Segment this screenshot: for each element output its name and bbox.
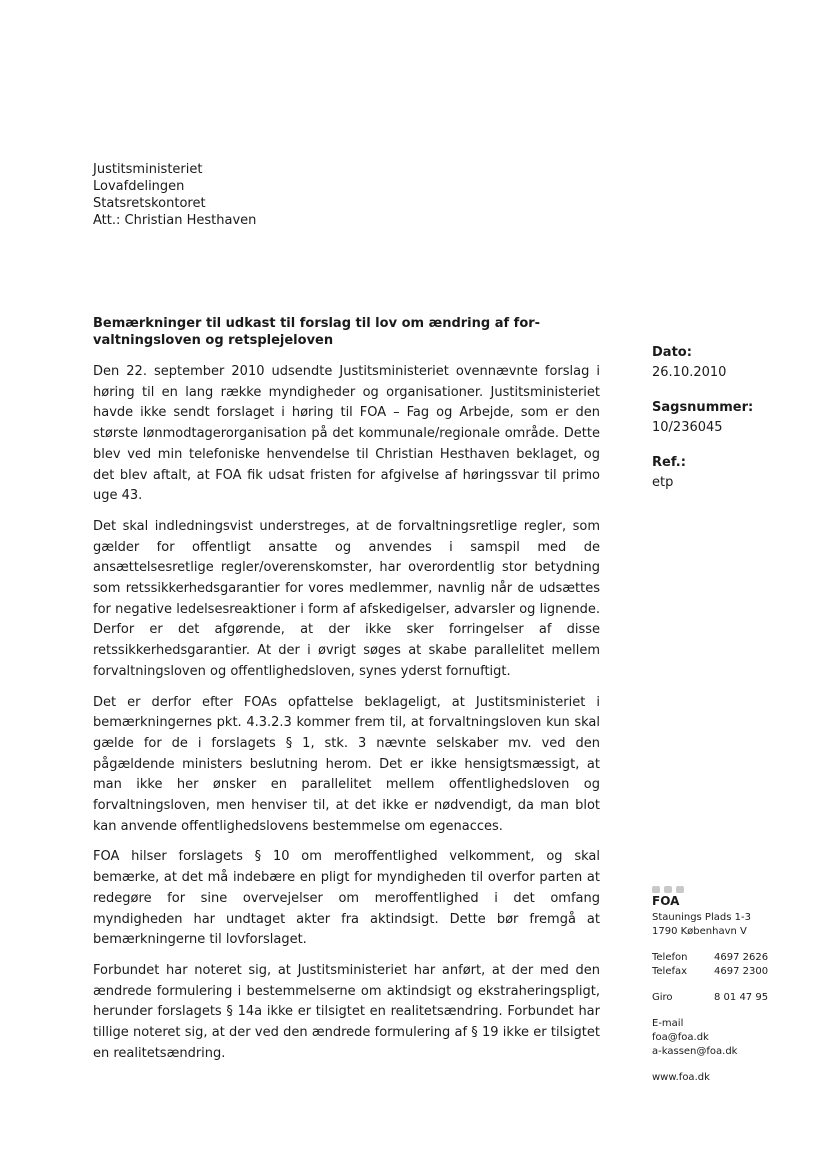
subject-line: Bemærkninger til udkast til forslag til lov om ændring af for- <box>93 316 541 331</box>
email-address: a-kassen@foa.dk <box>652 1046 738 1057</box>
giro-row <box>652 991 768 1005</box>
date-value: 26.10.2010 <box>652 365 727 380</box>
org-address <box>652 911 768 939</box>
body-paragraph: Den 22. september 2010 udsendte Justitsministeriet ovennævnte forslag i høring til en lang række myndigheder og organisationer. Justitsministeriet havde ikke sendt forslaget i høring til FOA – Fag og Arbejde, som er den største lønmodtagerorganisation på det kommunale/regionale område. Dette blev ved min telefoniske henvendelse til Christian Hesthaven beklaget, og det blev aftalt, at FOA fik udsat fristen for afgivelse af høringssvar til primo uge 43. <box>93 364 600 504</box>
website: www.foa.dk <box>652 1072 710 1083</box>
org-email-block <box>652 1017 768 1059</box>
email-label: E-mail <box>652 1018 684 1029</box>
letter-meta <box>652 343 753 508</box>
phone-label: Telefon <box>652 952 688 963</box>
case-number-value: 10/236045 <box>652 420 723 435</box>
body-paragraph: FOA hilser forslagets § 10 om meroffentlighed velkomment, og skal bemærke, at det må indebære en pligt for myndigheden til overfor parten at redegøre for sine overvejelser om meroffentlighed i det omfang myndigheden har undtaget akter fra aktindsigt. Dette bør fremgå at bemærkningerne til lovforslaget. <box>93 849 600 948</box>
date-label: Dato: <box>652 345 692 360</box>
recipient-line: Lovafdelingen <box>93 179 185 194</box>
recipient-line: Statsretskontoret <box>93 196 206 211</box>
org-giro-block <box>652 991 768 1005</box>
subject-line: valtningsloven og retsplejeloven <box>93 333 334 348</box>
recipient-address <box>93 161 256 229</box>
recipient-line: Att.: Christian Hesthaven <box>93 213 257 228</box>
reference-label: Ref.: <box>652 455 686 470</box>
recipient-line: Justitsministeriet <box>93 162 203 177</box>
reference-value: etp <box>652 475 674 490</box>
body-paragraph: Det skal indledningsvist understreges, at de forvaltningsretlige regler, som gælder for offentligt ansatte og anvendes i samspil med de ansættelsesretlige regler/overenskomster, har overordentlig stor betydning som retssikkerhedsgarantier for vores medlemmer, navnlig når de udsættes for negative ledelsesreaktioner i form af afskedigelser, advarsler og lignende. Derfor er det afgørende, at der ikke sker forringelser af disse retssikkerhedsgarantier. At der i øvrigt søges at skabe parallelitet mellem forvaltningsloven og offentlighedsloven, synes yderst fornuftigt. <box>93 518 600 679</box>
organization-info <box>652 886 768 1085</box>
email-address: foa@foa.dk <box>652 1032 709 1043</box>
phone-row <box>652 951 768 965</box>
body-paragraph: Det er derfor efter FOAs opfattelse beklageligt, at Justitsministeriet i bemærkningernes pkt. 4.3.2.3 kommer frem til, at forvaltningsloven kun skal gælde for de i forslagets § 1, stk. 3 nævnte selskaber mv. ved den pågældende ministers beslutning herom. Det er ikke hensigtsmæssigt, at man ikke her ønsker en parallelitet mellem offentlighedsloven og forvaltningsloven, men henviser til, at det ikke er nødvendigt, da man blot kan anvende offentlighedslovens bestemmelse om egenacces. <box>93 694 600 834</box>
case-number-label: Sagsnummer: <box>652 400 754 415</box>
letter-subject <box>93 315 593 349</box>
phone-value: 4697 2626 <box>714 952 769 963</box>
fax-label: Telefax <box>652 966 688 977</box>
giro-label: Giro <box>652 992 673 1003</box>
foa-logo-icon <box>652 886 768 893</box>
org-phone-block <box>652 951 768 979</box>
giro-value: 8 01 47 95 <box>714 992 769 1003</box>
body-paragraph: Forbundet har noteret sig, at Justitsministeriet har anført, at der med den ændrede formulering i bestemmelserne om aktindsigt og ekstraheringspligt, herunder forslagets § 14a ikke er tilsigtet en realitetsændring. Forbundet har tillige noteret sig, at der ved den ændrede formulering af § 19 ikke er tilsigtet en realitetsændring. <box>93 962 600 1061</box>
address-line: Staunings Plads 1-3 <box>652 912 751 923</box>
letter-body <box>93 362 600 1075</box>
fax-row <box>652 965 768 979</box>
fax-value: 4697 2300 <box>714 966 769 977</box>
address-line: 1790 København V <box>652 926 747 937</box>
org-name: FOA <box>652 894 680 908</box>
